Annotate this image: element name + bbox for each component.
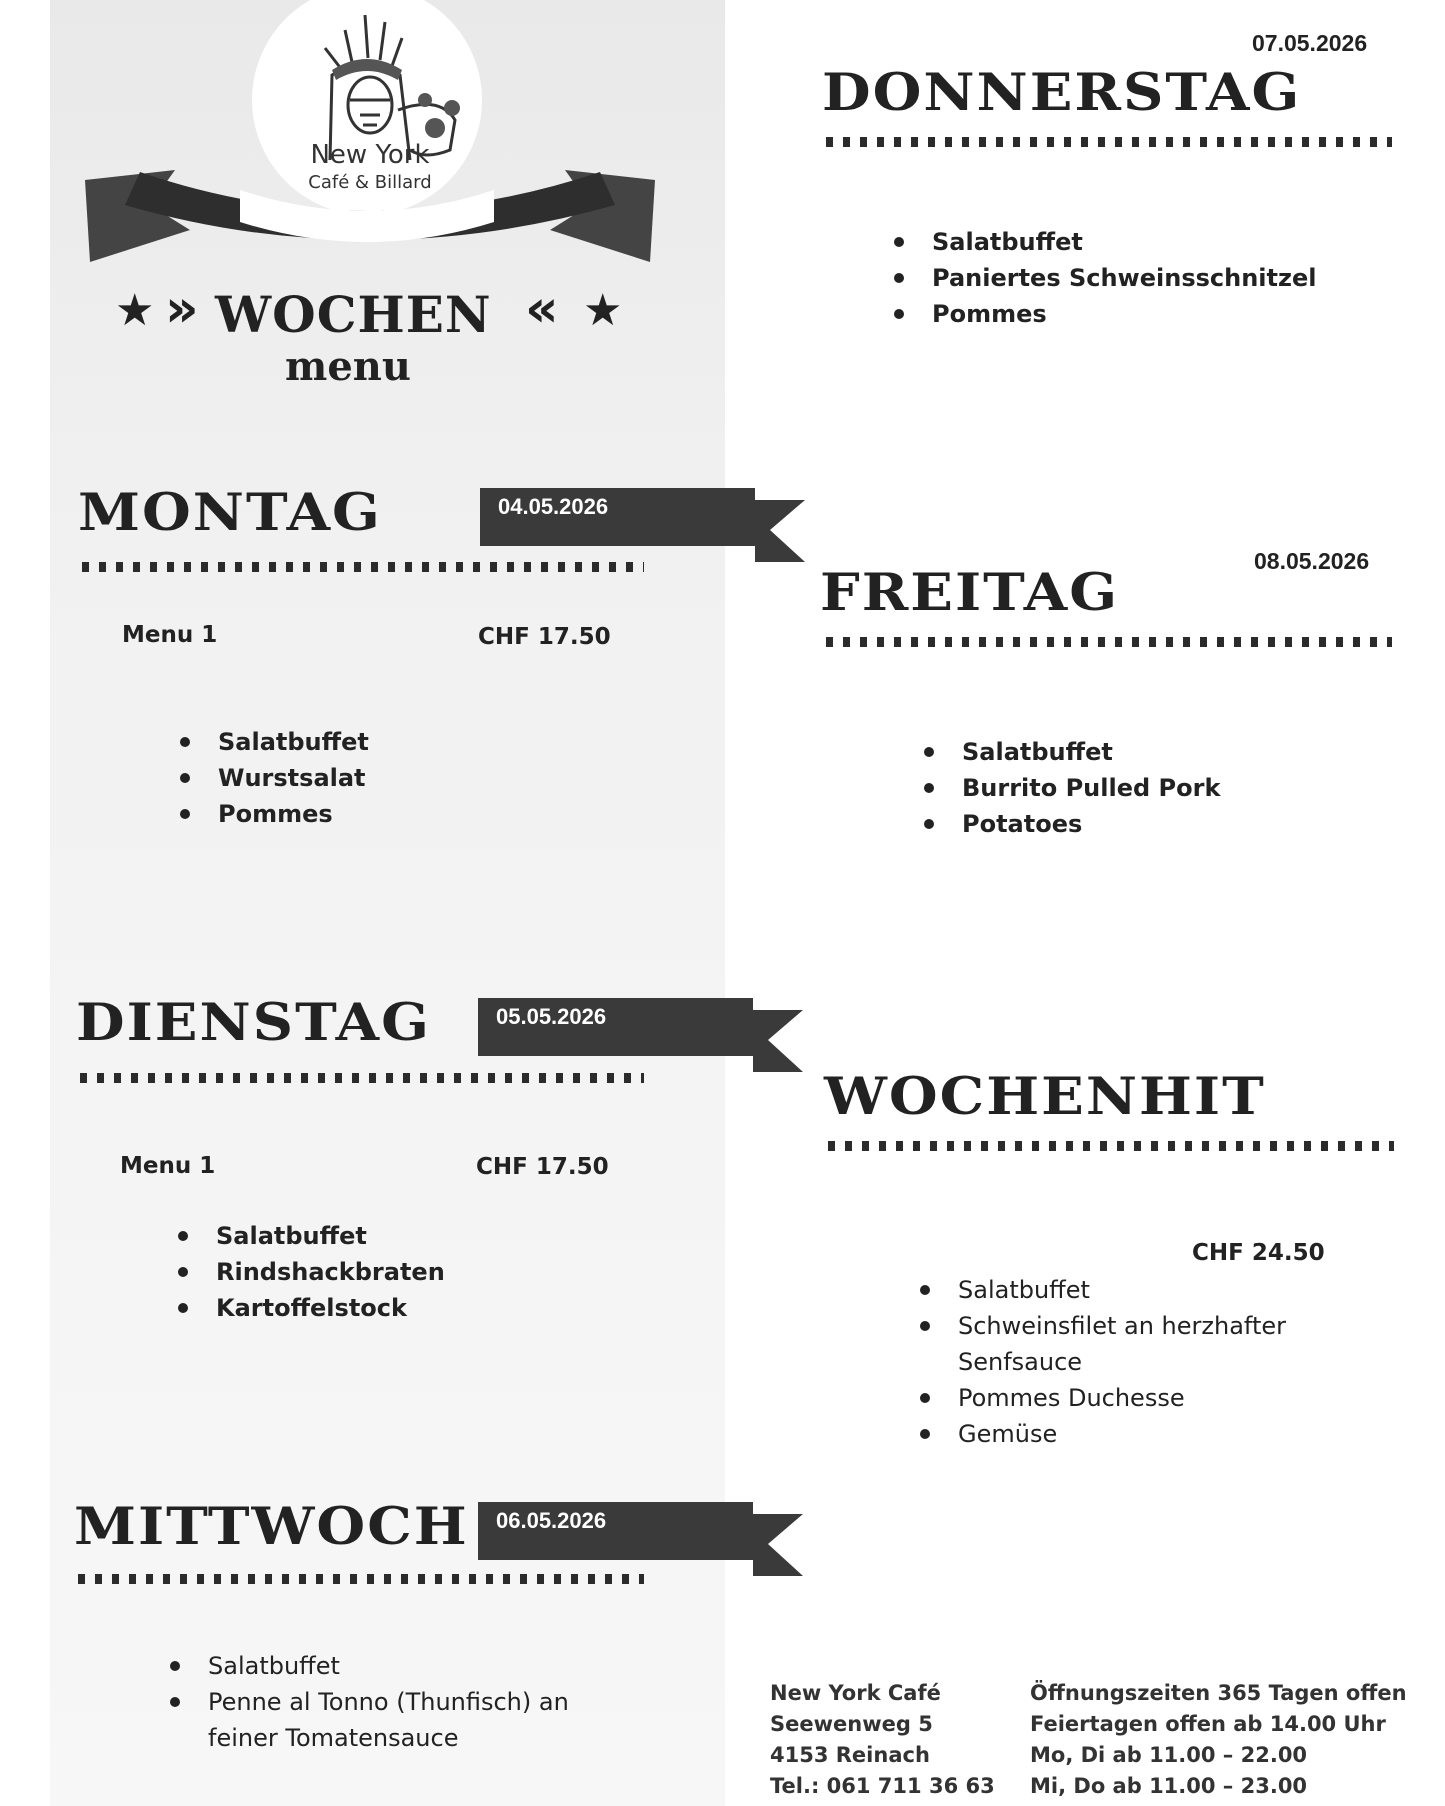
list-item: Rindshackbraten <box>176 1254 445 1290</box>
dienstag-menu-label: Menu 1 <box>120 1153 216 1179</box>
list-item: Wurstsalat <box>178 760 369 796</box>
list-item: Salatbuffet <box>922 734 1220 770</box>
wochenhit-title: WOCHENHIT <box>824 1066 1266 1127</box>
chevron-left-icon: « <box>525 279 545 339</box>
chevron-right-icon: » <box>165 279 185 339</box>
list-item: Pommes <box>178 796 369 832</box>
list-item: Salatbuffet <box>918 1272 1286 1308</box>
dienstag-price: CHF 17.50 <box>476 1154 609 1180</box>
hours-line: Mo, Di ab 11.00 – 22.00 <box>1030 1743 1308 1767</box>
logo-emblem <box>80 0 660 270</box>
menu-subtitle: menu <box>285 343 411 390</box>
footer-address <box>770 1678 995 1802</box>
star-icon: ★ <box>115 285 155 336</box>
freitag-divider <box>826 637 1392 647</box>
wochenhit-items <box>918 1272 1286 1452</box>
mittwoch-date-ribbon <box>478 1502 818 1582</box>
list-item: Gemüse <box>918 1416 1286 1452</box>
dienstag-title: DIENSTAG <box>76 992 431 1053</box>
donnerstag-date: 07.05.2026 <box>1252 30 1368 56</box>
logo-name: New York <box>310 140 430 170</box>
list-item: Salatbuffet <box>178 724 369 760</box>
mittwoch-date: 06.05.2026 <box>496 1508 607 1533</box>
list-item: Pommes Duchesse <box>918 1380 1286 1416</box>
logo-subtitle: Café & Billard <box>308 172 432 193</box>
footer-hours <box>1030 1678 1407 1802</box>
montag-items <box>178 724 369 832</box>
donnerstag-items <box>892 224 1316 332</box>
wochenhit-price: CHF 24.50 <box>1192 1240 1325 1266</box>
list-item: Paniertes Schweinsschnitzel <box>892 260 1316 296</box>
dienstag-items <box>176 1218 445 1326</box>
list-item: Salatbuffet <box>168 1648 569 1684</box>
hours-line: Mi, Do ab 11.00 – 23.00 <box>1030 1774 1308 1798</box>
logo <box>80 0 660 270</box>
freitag-title: FREITAG <box>820 562 1120 623</box>
mittwoch-items <box>168 1648 569 1756</box>
hours-line: Öffnungszeiten 365 Tagen offen <box>1030 1681 1407 1705</box>
list-item: Schweinsfilet an herzhafter <box>918 1308 1286 1344</box>
montag-menu-label: Menu 1 <box>122 622 218 648</box>
donnerstag-divider <box>826 137 1392 147</box>
freitag-date: 08.05.2026 <box>1254 548 1370 574</box>
address-phone: Tel.: 061 711 36 63 <box>770 1774 995 1798</box>
hours-line: Feiertagen offen ab 14.00 Uhr <box>1030 1712 1386 1736</box>
montag-price: CHF 17.50 <box>478 624 611 650</box>
list-item: Burrito Pulled Pork <box>922 770 1220 806</box>
dienstag-date-ribbon <box>478 998 818 1078</box>
donnerstag-title: DONNERSTAG <box>822 62 1302 123</box>
freitag-items <box>922 734 1220 842</box>
wochen-title: WOCHEN <box>215 285 492 344</box>
list-item-continuation: Senfsauce <box>958 1348 1083 1376</box>
address-street: Seewenweg 5 <box>770 1712 933 1736</box>
dienstag-date: 05.05.2026 <box>496 1004 607 1029</box>
list-item: Potatoes <box>922 806 1220 842</box>
list-item: Pommes <box>892 296 1316 332</box>
list-item: Salatbuffet <box>176 1218 445 1254</box>
star-icon: ★ <box>583 285 623 336</box>
address-city: 4153 Reinach <box>770 1743 930 1767</box>
address-name: New York Café <box>770 1681 941 1705</box>
montag-title: MONTAG <box>78 482 382 543</box>
list-item-continuation: feiner Tomatensauce <box>208 1724 459 1752</box>
mittwoch-title: MITTWOCH <box>74 1496 469 1557</box>
list-item: Salatbuffet <box>892 224 1316 260</box>
wochenhit-divider <box>828 1141 1394 1151</box>
montag-date-ribbon <box>480 488 820 568</box>
list-item: Kartoffelstock <box>176 1290 445 1326</box>
list-item: Penne al Tonno (Thunfisch) an <box>168 1684 569 1720</box>
montag-date: 04.05.2026 <box>498 494 609 519</box>
